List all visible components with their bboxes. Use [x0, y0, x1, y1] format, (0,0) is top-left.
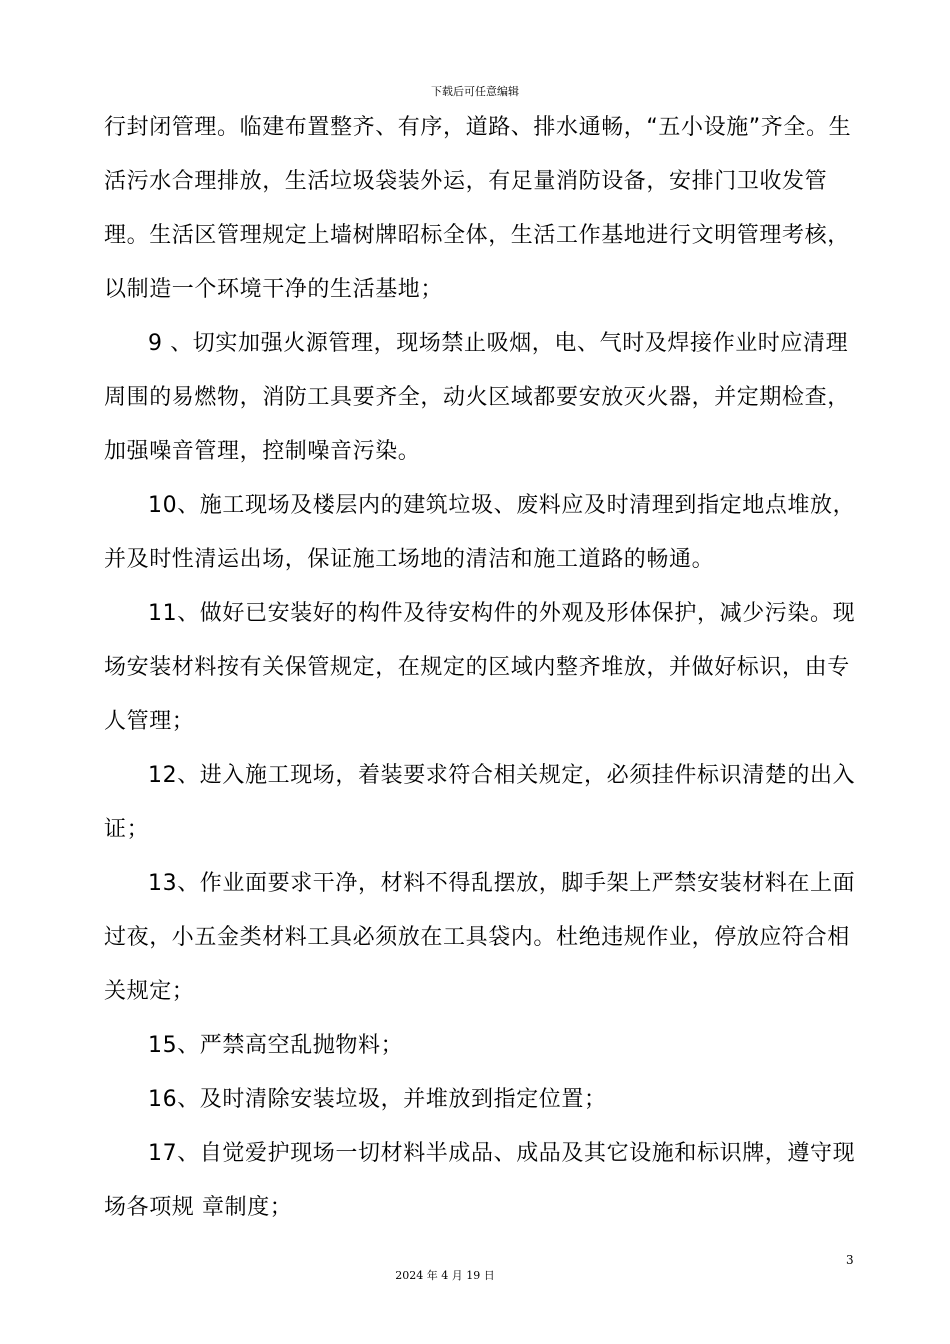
paragraph-item-16: 16、及时清除安装垃圾，并堆放到指定位置； — [148, 1087, 607, 1112]
paragraph-item-11: 11、做好已安装好的构件及待安构件的外观及形体保护，减少污染。现场安装材料按有关保管规定，在规定的区域内整齐堆放，并做好标识，由专人管理； — [104, 601, 856, 734]
paragraph-continuation: 行封闭管理。临建布置整齐、有序，道路、排水通畅，“五小设施”齐全。生活污水合理排放，生活垃圾袋装外运，有足量消防设备，安排门卫收发管理。生活区管理规定上墙树牌昭标全体，生活工作基地进行文明管理考核，以制造一个环境干净的生活基地； — [104, 115, 852, 302]
footer-date: 2024 年 4 月 19 日 — [395, 1269, 495, 1282]
page-number: 3 — [846, 1253, 854, 1267]
page-header: 下载后可任意编辑 — [431, 85, 519, 98]
paragraph-item-12: 12、进入施工现场，着装要求符合相关规定，必须挂件标识清楚的出入证； — [104, 763, 856, 842]
paragraph-item-17: 17、自觉爱护现场一切材料半成品、成品及其它设施和标识牌，遵守现场各项规 章制度； — [104, 1141, 856, 1220]
paragraph-item-10: 10、施工现场及楼层内的建筑垃圾、废料应及时清理到指定地点堆放，并及时性清运出场，保证施工场地的清洁和施工道路的畅通。 — [104, 493, 856, 572]
paragraph-item-13: 13、作业面要求干净，材料不得乱摆放，脚手架上严禁安装材料在上面过夜，小五金类材料工具必须放在工具袋内。杜绝违规作业，停放应符合相关规定； — [104, 871, 856, 1004]
paragraph-item-15: 15、严禁高空乱抛物料； — [148, 1033, 404, 1058]
document-body — [104, 101, 864, 1235]
paragraph-item-9: 9 、切实加强火源管理，现场禁止吸烟，电、气时及焊接作业时应清理周围的易燃物，消防工具要齐全，动火区域都要安放灭火器，并定期检查，加强噪音管理，控制噪音污染。 — [104, 331, 850, 464]
